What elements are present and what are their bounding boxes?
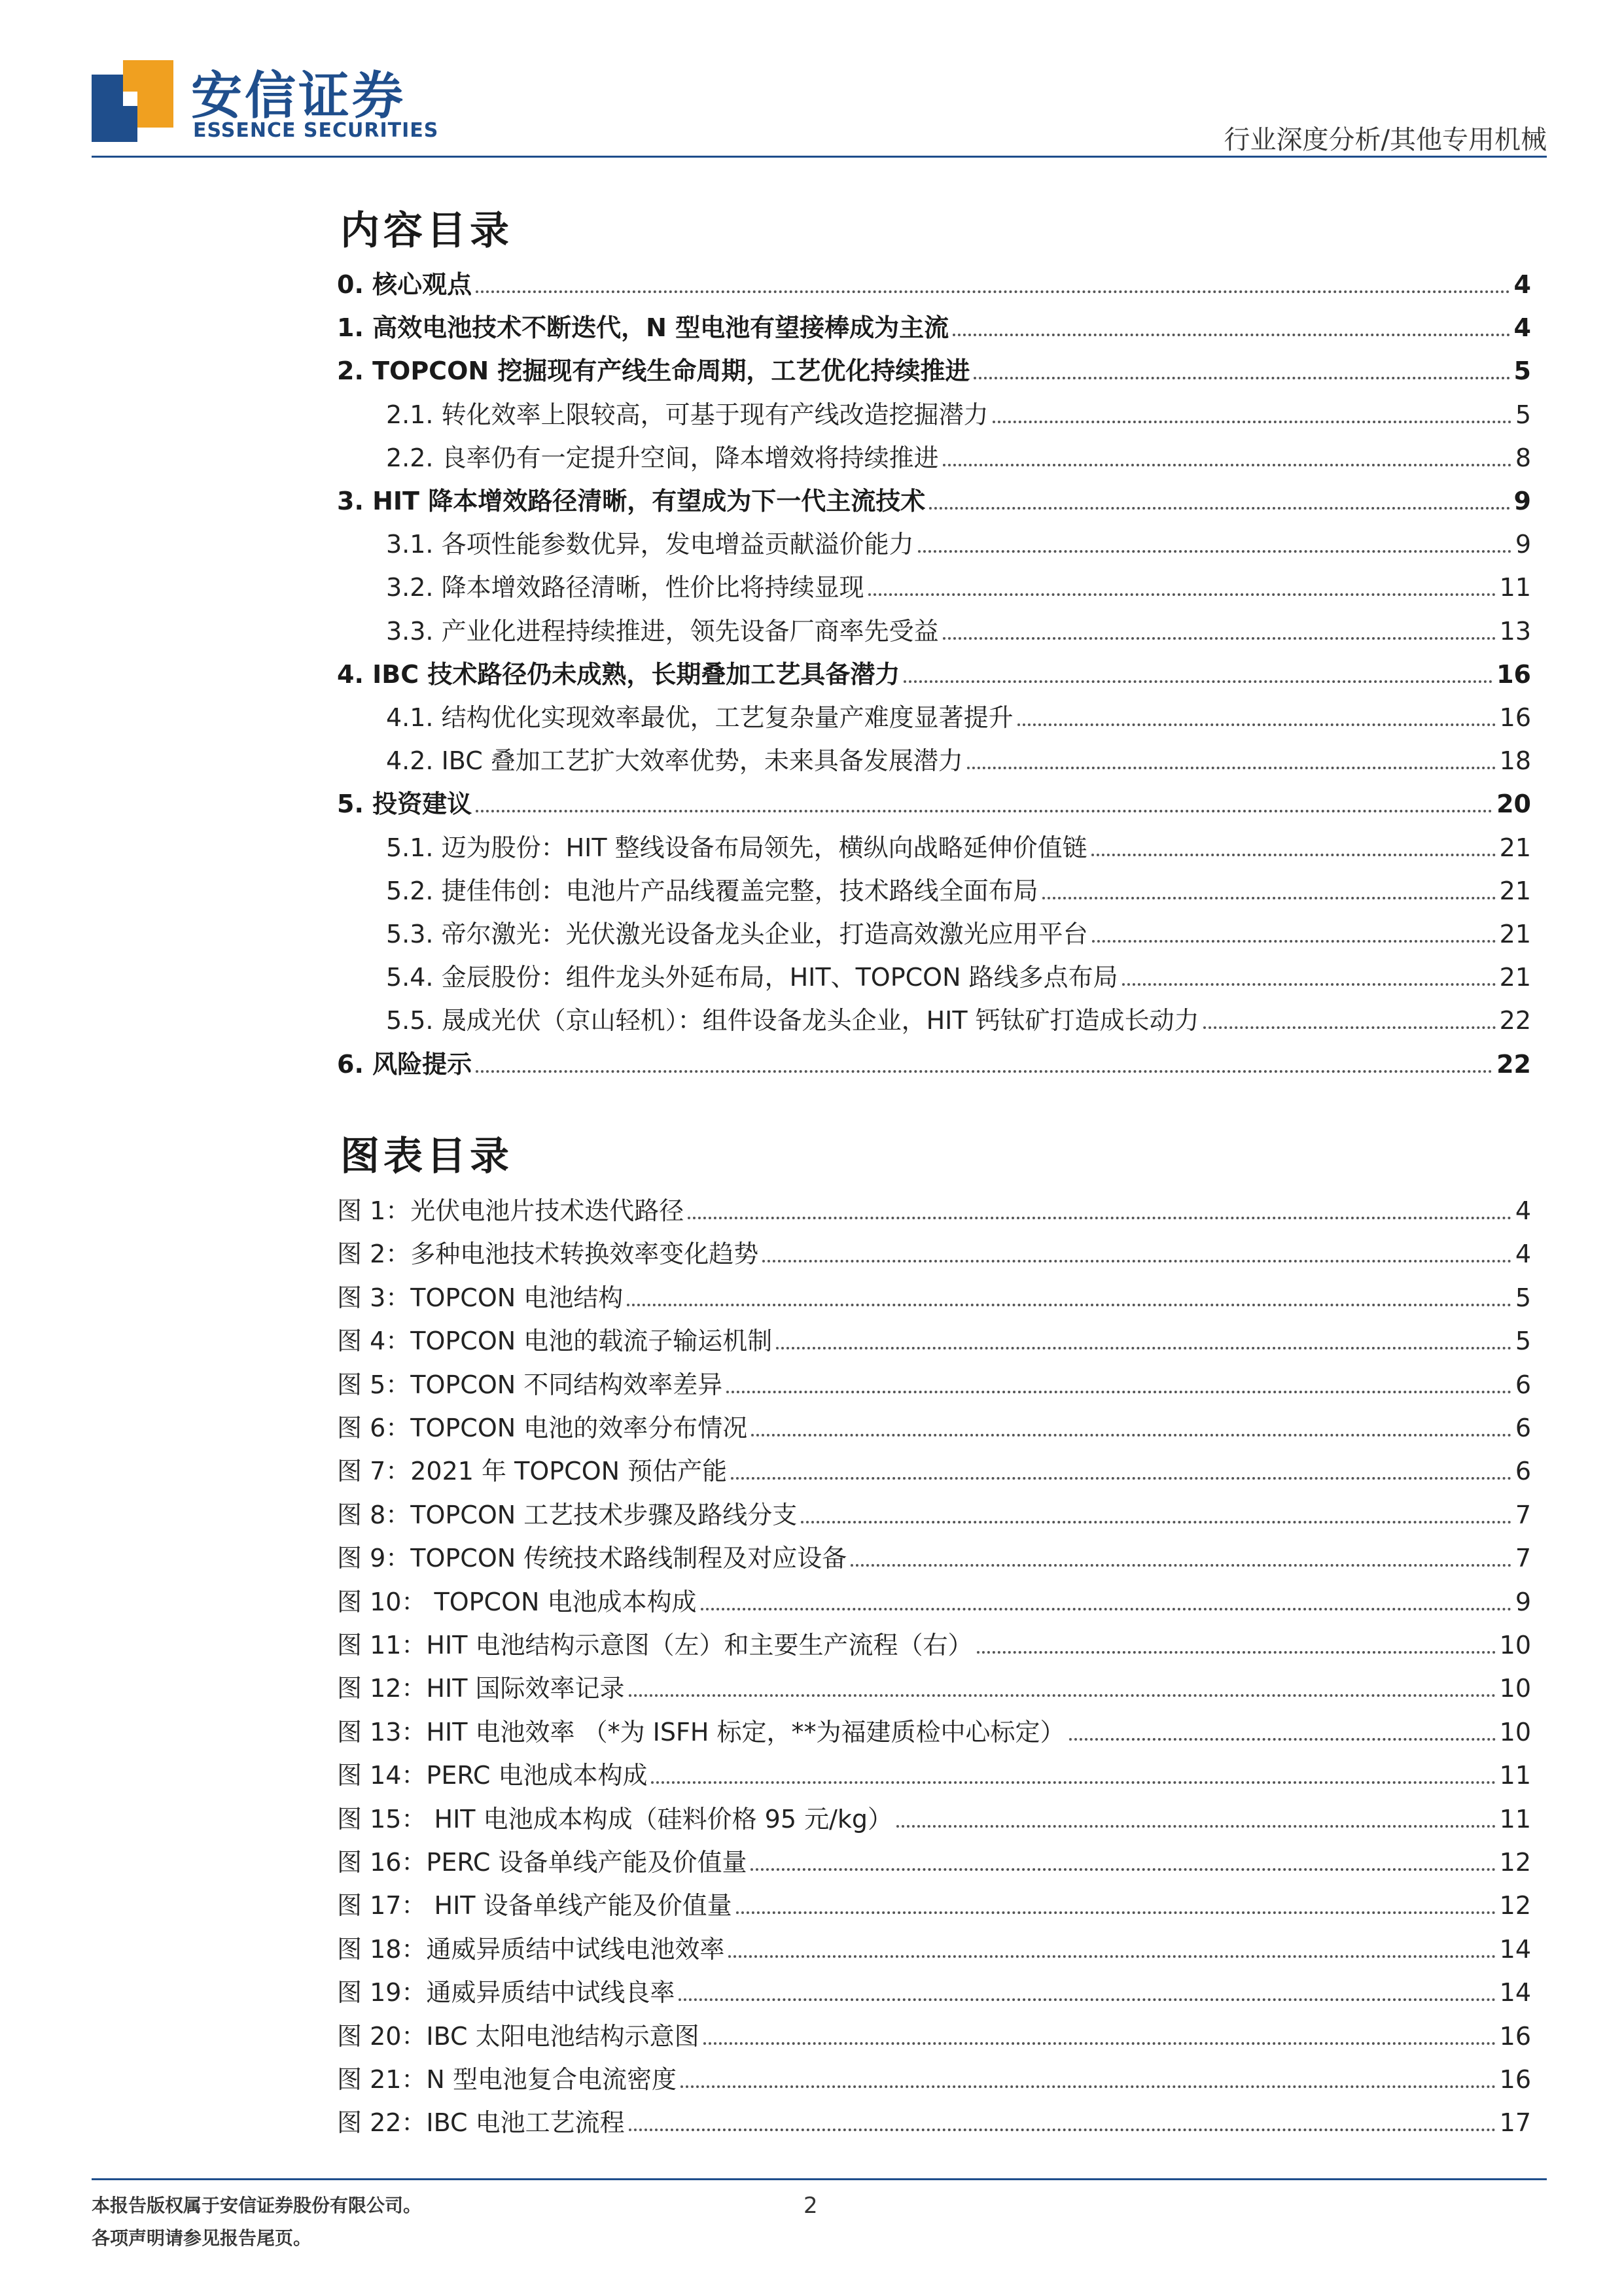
toc-entry[interactable] xyxy=(337,434,1531,473)
figure-entry-text: 图 8：TOPCON 工艺技术步骤及路线分支 xyxy=(337,1500,798,1529)
toc-entry-page: 4 xyxy=(1513,270,1531,299)
figure-entry-text: 图 11：HIT 电池结构示意图（左）和主要生产流程（右） xyxy=(337,1631,973,1660)
toc-entry[interactable] xyxy=(337,477,1531,516)
dot-leader xyxy=(1042,897,1496,899)
toc-entry-text: 0. 核心观点 xyxy=(337,270,472,299)
toc-entry-text: 2. TOPCON 挖掘现有产线生命周期，工艺优化持续推进 xyxy=(337,357,970,386)
figure-entry-text: 图 10： TOPCON 电池成本构成 xyxy=(337,1587,697,1616)
dot-leader xyxy=(904,680,1492,683)
toc-entry-text: 1. 高效电池技术不断迭代，N 型电池有望接棒成为主流 xyxy=(337,313,949,343)
toc-entry-page: 21 xyxy=(1499,920,1531,948)
dot-leader xyxy=(629,1694,1496,1697)
dot-leader xyxy=(728,1955,1495,1958)
toc-entry-page: 11 xyxy=(1499,573,1531,602)
figure-entry[interactable] xyxy=(337,1664,1531,1703)
figure-entry-page: 7 xyxy=(1515,1500,1531,1529)
dot-leader xyxy=(967,767,1496,769)
figure-entry-page: 11 xyxy=(1499,1804,1531,1834)
figure-entry-text: 图 14：PERC 电池成本构成 xyxy=(337,1761,648,1790)
toc-entry[interactable] xyxy=(337,953,1531,992)
figure-toc-title: 图表目录 xyxy=(340,1134,513,1179)
dot-leader xyxy=(1069,1738,1496,1741)
figure-entry-page: 6 xyxy=(1515,1370,1531,1399)
figure-entry-page: 7 xyxy=(1515,1544,1531,1573)
dot-leader xyxy=(1017,723,1496,726)
figure-entry-text: 图 17： HIT 设备单线产能及价值量 xyxy=(337,1891,732,1921)
figure-entry-page: 16 xyxy=(1499,2065,1531,2094)
toc-entry-text: 5.3. 帝尔激光：光伏激光设备龙头企业，打造高效激光应用平台 xyxy=(386,920,1088,948)
dot-leader xyxy=(731,1477,1511,1480)
dot-leader xyxy=(974,377,1509,379)
figure-entry-text: 图 21：N 型电池复合电流密度 xyxy=(337,2065,677,2094)
toc-entry[interactable] xyxy=(337,650,1531,689)
toc-entry-page: 5 xyxy=(1515,400,1531,429)
dot-leader xyxy=(703,2042,1496,2045)
figure-entry-page: 12 xyxy=(1499,1891,1531,1921)
dot-leader xyxy=(476,290,1509,293)
toc-entry-text: 3.1. 各项性能参数优异，发电增益贡献溢价能力 xyxy=(386,530,914,559)
dot-leader xyxy=(476,1070,1492,1073)
figure-entry-page: 10 xyxy=(1499,1674,1531,1703)
toc-entry[interactable] xyxy=(337,1040,1531,1079)
figure-entry[interactable] xyxy=(337,1881,1531,1921)
toc-entry-page: 21 xyxy=(1499,876,1531,905)
figure-entry[interactable] xyxy=(337,1404,1531,1443)
toc-entry[interactable] xyxy=(337,910,1531,949)
figure-entry-page: 6 xyxy=(1515,1457,1531,1486)
figure-entry[interactable] xyxy=(337,1621,1531,1660)
report-category: 行业深度分析/其他专用机械 xyxy=(1224,125,1547,155)
toc-entry[interactable] xyxy=(337,520,1531,559)
dot-leader xyxy=(868,593,1496,596)
figure-entry[interactable] xyxy=(337,1361,1531,1400)
figure-entry-page: 5 xyxy=(1515,1283,1531,1312)
toc-entry[interactable] xyxy=(337,824,1531,863)
figure-entry-page: 12 xyxy=(1499,1848,1531,1877)
figure-entry-text: 图 4：TOPCON 电池的载流子输运机制 xyxy=(337,1327,773,1356)
figure-entry-text: 图 13：HIT 电池效率 （*为 ISFH 标定，**为福建质检中心标定） xyxy=(337,1717,1065,1747)
figure-entry[interactable] xyxy=(337,1795,1531,1834)
toc-entry-text: 2.2. 良率仍有一定提升空间，降本增效将持续推进 xyxy=(386,443,939,472)
figure-entry[interactable] xyxy=(337,1534,1531,1573)
figure-entry[interactable] xyxy=(337,1968,1531,2008)
figure-entry-text: 图 6：TOPCON 电池的效率分布情况 xyxy=(337,1414,748,1442)
figure-entry[interactable] xyxy=(337,1925,1531,1964)
toc-entry-page: 20 xyxy=(1496,790,1531,819)
toc-entry-text: 3.2. 降本增效路径清晰，性价比将持续显现 xyxy=(386,573,864,602)
toc-entry[interactable] xyxy=(337,693,1531,733)
dot-leader xyxy=(688,1217,1511,1219)
figure-entry-page: 11 xyxy=(1499,1761,1531,1790)
page-number: 2 xyxy=(803,2193,818,2219)
toc-entry-text: 4.2. IBC 叠加工艺扩大效率优势，未来具备发展潜力 xyxy=(386,746,963,776)
figure-entry-page: 17 xyxy=(1499,2108,1531,2138)
figure-entry-text: 图 12：HIT 国际效率记录 xyxy=(337,1674,625,1703)
dot-leader xyxy=(751,1434,1511,1436)
figure-entry-page: 5 xyxy=(1515,1327,1531,1356)
toc-entry-text: 5.4. 金辰股份：组件龙头外延布局，HIT、TOPCON 路线多点布局 xyxy=(386,963,1118,992)
toc-entry-page: 9 xyxy=(1513,487,1531,515)
figure-entry[interactable] xyxy=(337,2055,1531,2095)
dot-leader xyxy=(1092,940,1496,943)
toc-entry[interactable] xyxy=(337,607,1531,646)
figure-entry-text: 图 5：TOPCON 不同结构效率差异 xyxy=(337,1370,723,1399)
dot-leader xyxy=(750,1868,1495,1871)
dot-leader xyxy=(629,2129,1496,2131)
toc-title: 内容目录 xyxy=(340,208,513,254)
dot-leader xyxy=(762,1260,1511,1262)
toc-entry-text: 5.1. 迈为股份：HIT 整线设备布局领先，横纵向战略延伸价值链 xyxy=(386,833,1087,862)
figure-entry-text: 图 2：多种电池技术转换效率变化趋势 xyxy=(337,1240,759,1269)
dot-leader xyxy=(1122,983,1496,986)
toc-entry-text: 5.5. 晟成光伏（京山轻机）：组件设备龙头企业，HIT 钙钛矿打造成长动力 xyxy=(386,1006,1199,1035)
toc-entry-page: 16 xyxy=(1496,659,1531,689)
dot-leader xyxy=(896,1825,1496,1828)
toc-entry-text: 4.1. 结构优化实现效率最优，工艺复杂量产难度显著提升 xyxy=(386,703,1014,732)
figure-entry[interactable] xyxy=(337,1708,1531,1747)
toc-entry-page: 13 xyxy=(1499,616,1531,646)
toc-entry-text: 6. 风险提示 xyxy=(337,1049,472,1079)
dot-leader xyxy=(476,810,1492,812)
toc-entry[interactable] xyxy=(337,260,1531,300)
toc-entry[interactable] xyxy=(337,867,1531,906)
figure-entry[interactable] xyxy=(337,1187,1531,1226)
figure-entry[interactable] xyxy=(337,1578,1531,1617)
figure-entry-text: 图 18：通威异质结中试线电池效率 xyxy=(337,1934,725,1964)
figure-entry[interactable] xyxy=(337,1274,1531,1313)
dot-leader xyxy=(929,507,1509,510)
figure-entry[interactable] xyxy=(337,1447,1531,1486)
toc-entry[interactable] xyxy=(337,304,1531,343)
footer-divider xyxy=(92,2178,1547,2180)
figure-entry-text: 图 20：IBC 太阳电池结构示意图 xyxy=(337,2021,699,2051)
dot-leader xyxy=(776,1347,1511,1349)
figure-entry-text: 图 19：通威异质结中试线良率 xyxy=(337,1978,675,2008)
dot-leader xyxy=(943,637,1496,640)
figure-entry-page: 14 xyxy=(1499,1934,1531,1964)
header-divider xyxy=(92,156,1547,158)
figure-entry-page: 4 xyxy=(1515,1196,1531,1225)
figure-entry[interactable] xyxy=(337,1317,1531,1356)
dot-leader xyxy=(993,421,1511,423)
toc-entry-text: 4. IBC 技术路径仍未成熟，长期叠加工艺具备潜力 xyxy=(337,659,900,689)
dot-leader xyxy=(977,1651,1496,1654)
figure-entry-page: 9 xyxy=(1515,1587,1531,1616)
toc-entry-page: 22 xyxy=(1496,1049,1531,1079)
dot-leader xyxy=(736,1911,1496,1914)
dot-leader xyxy=(701,1608,1511,1610)
figure-entry-page: 6 xyxy=(1515,1414,1531,1442)
toc-entry-text: 5.2. 捷佳伟创：电池片产品线覆盖完整，技术路线全面布局 xyxy=(386,876,1038,905)
figure-entry[interactable] xyxy=(337,1751,1531,1790)
disclaimer-notice: 各项声明请参见报告尾页。 xyxy=(92,2227,312,2249)
dot-leader xyxy=(953,334,1509,336)
toc-entry[interactable] xyxy=(337,996,1531,1035)
toc-entry-page: 21 xyxy=(1499,963,1531,992)
figure-entry-text: 图 22：IBC 电池工艺流程 xyxy=(337,2108,625,2138)
figure-entry-page: 10 xyxy=(1499,1717,1531,1747)
dot-leader xyxy=(1091,854,1496,856)
figure-entry[interactable] xyxy=(337,1491,1531,1530)
toc-entry-page: 4 xyxy=(1513,313,1531,343)
dot-leader xyxy=(851,1564,1511,1567)
dot-leader xyxy=(801,1521,1511,1523)
figure-entry[interactable] xyxy=(337,1230,1531,1269)
toc-entry[interactable] xyxy=(337,563,1531,602)
essence-logo-icon xyxy=(92,60,173,142)
toc-entry[interactable] xyxy=(337,737,1531,776)
toc-entry[interactable] xyxy=(337,391,1531,430)
dot-leader xyxy=(1203,1026,1496,1029)
toc-entry-page: 18 xyxy=(1499,746,1531,776)
figure-entry-page: 10 xyxy=(1499,1631,1531,1660)
figure-entry[interactable] xyxy=(337,2012,1531,2051)
toc-entry-page: 22 xyxy=(1499,1006,1531,1035)
toc-entry-text: 2.1. 转化效率上限较高，可基于现有产线改造挖掘潜力 xyxy=(386,400,989,429)
figure-entry[interactable] xyxy=(337,2098,1531,2138)
figure-entry-text: 图 1：光伏电池片技术迭代路径 xyxy=(337,1196,684,1225)
brand-name-cn: 安信证券 xyxy=(191,67,406,126)
toc-entry-page: 5 xyxy=(1513,357,1531,386)
toc-entry[interactable] xyxy=(337,780,1531,819)
figure-entry-text: 图 15： HIT 电池成本构成（硅料价格 95 元/kg） xyxy=(337,1804,893,1834)
toc-entry-page: 8 xyxy=(1515,443,1531,472)
brand-name-en: ESSENCE SECURITIES xyxy=(193,119,439,142)
figure-entry-text: 图 16：PERC 设备单线产能及价值量 xyxy=(337,1848,747,1877)
figure-entry-text: 图 3：TOPCON 电池结构 xyxy=(337,1283,624,1312)
dot-leader xyxy=(918,550,1511,553)
dot-leader xyxy=(726,1391,1511,1393)
figure-entry-text: 图 9：TOPCON 传统技术路线制程及对应设备 xyxy=(337,1544,847,1573)
dot-leader xyxy=(943,464,1511,466)
dot-leader xyxy=(679,1998,1495,2001)
figure-entry-text: 图 7：2021 年 TOPCON 预估产能 xyxy=(337,1457,728,1486)
toc-entry-page: 16 xyxy=(1499,703,1531,732)
dot-leader xyxy=(651,1781,1495,1784)
toc-entry-text: 3. HIT 降本增效路径清晰，有望成为下一代主流技术 xyxy=(337,487,926,515)
figure-entry-page: 4 xyxy=(1515,1240,1531,1269)
figure-entry[interactable] xyxy=(337,1838,1531,1877)
toc-entry-text: 3.3. 产业化进程持续推进，领先设备厂商率先受益 xyxy=(386,616,939,646)
dot-leader xyxy=(627,1304,1511,1306)
toc-entry-page: 9 xyxy=(1515,530,1531,559)
toc-entry-page: 21 xyxy=(1499,833,1531,862)
toc-entry[interactable] xyxy=(337,347,1531,386)
figure-entry-page: 14 xyxy=(1499,1978,1531,2008)
toc-entry-text: 5. 投资建议 xyxy=(337,790,472,819)
copyright-notice: 本报告版权属于安信证券股份有限公司。 xyxy=(92,2195,422,2216)
figure-entry-page: 16 xyxy=(1499,2021,1531,2051)
dot-leader xyxy=(680,2085,1496,2088)
